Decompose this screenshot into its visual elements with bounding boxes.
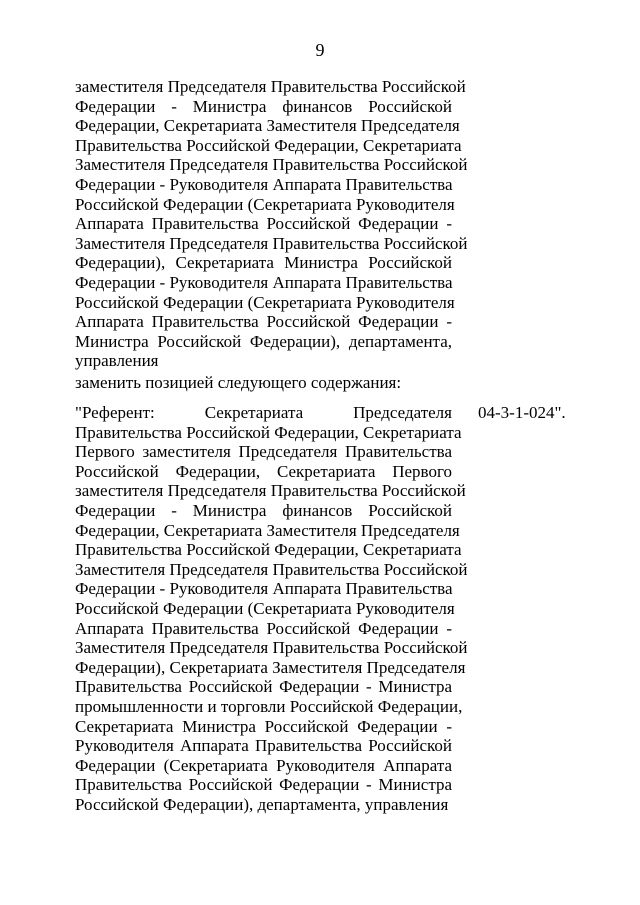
text-line: Российской Федерации (Секретариата Руководителя [75, 292, 455, 312]
text-line: Федерации, Секретариата Заместителя Председателя [75, 116, 460, 136]
text-line: Правительства Российской Федерации - Министра [75, 775, 452, 795]
position-code: 04-3-1-024". [478, 403, 566, 422]
first-text-block [75, 77, 468, 371]
text-line: "Референт: Секретариата Председателя [75, 403, 452, 422]
page-number: 9 [315, 40, 325, 60]
text-line: Федерации (Секретариата Руководителя Аппарата [75, 755, 452, 775]
text-line: Правительства Российской Федерации - Министра [75, 677, 452, 697]
text-line: управления [75, 351, 159, 371]
text-line: Российской Федерации (Секретариата Руководителя [75, 194, 455, 214]
text-line: заместителя Председателя Правительства Российской [75, 77, 466, 96]
text-line: Правительства Российской Федерации, Секретариата [75, 135, 462, 155]
text-line: заместителя Председателя Правительства Российской [75, 481, 466, 501]
text-line: Российской Федерации), департамента, управления [75, 794, 449, 814]
text-line: Заместителя Председателя Правительства Российской [75, 559, 468, 579]
text-line: Аппарата Правительства Российской Федерации - [75, 312, 452, 332]
text-line: Правительства Российской Федерации, Секретариата [75, 422, 462, 442]
text-line: Аппарата Правительства Российской Федерации - [75, 214, 452, 234]
text-line: Российской Федерации (Секретариата Руководителя [75, 598, 455, 618]
text-line: промышленности и торговли Российской Федерации, [75, 696, 463, 716]
text-line: Федерации - Министра финансов Российской [75, 500, 452, 520]
text-line: Федерации), Секретариата Заместителя Председателя [75, 657, 466, 677]
text-line: Секретариата Министра Российской Федерации - [75, 716, 452, 736]
text-line: Аппарата Правительства Российской Федерации - [75, 618, 452, 638]
text-line: Федерации - Руководителя Аппарата Правительства [75, 174, 453, 194]
text-line: Заместителя Председателя Правительства Российской [75, 155, 468, 175]
text-line: Российской Федерации, Секретариата Первого [75, 461, 452, 481]
text-line: Федерации - Руководителя Аппарата Правительства [75, 579, 453, 599]
text-line: Первого заместителя Председателя Правительства [75, 442, 452, 462]
second-text-block [75, 403, 468, 814]
text-line: Заместителя Председателя Правительства Российской [75, 233, 468, 253]
text-line: Федерации, Секретариата Заместителя Председателя [75, 520, 460, 540]
text-line: Министра Российской Федерации), департамента, [75, 331, 452, 351]
replacement-intro: заменить позицией следующего содержания: [75, 373, 402, 392]
text-line: Руководителя Аппарата Правительства Российской [75, 736, 452, 756]
text-line: Федерации), Секретариата Министра Российской [75, 253, 452, 273]
text-line: Заместителя Председателя Правительства Российской [75, 638, 468, 658]
text-line: Федерации - Министра финансов Российской [75, 96, 452, 116]
text-line: Правительства Российской Федерации, Секретариата [75, 540, 462, 560]
text-line: Федерации - Руководителя Аппарата Правительства [75, 272, 453, 292]
